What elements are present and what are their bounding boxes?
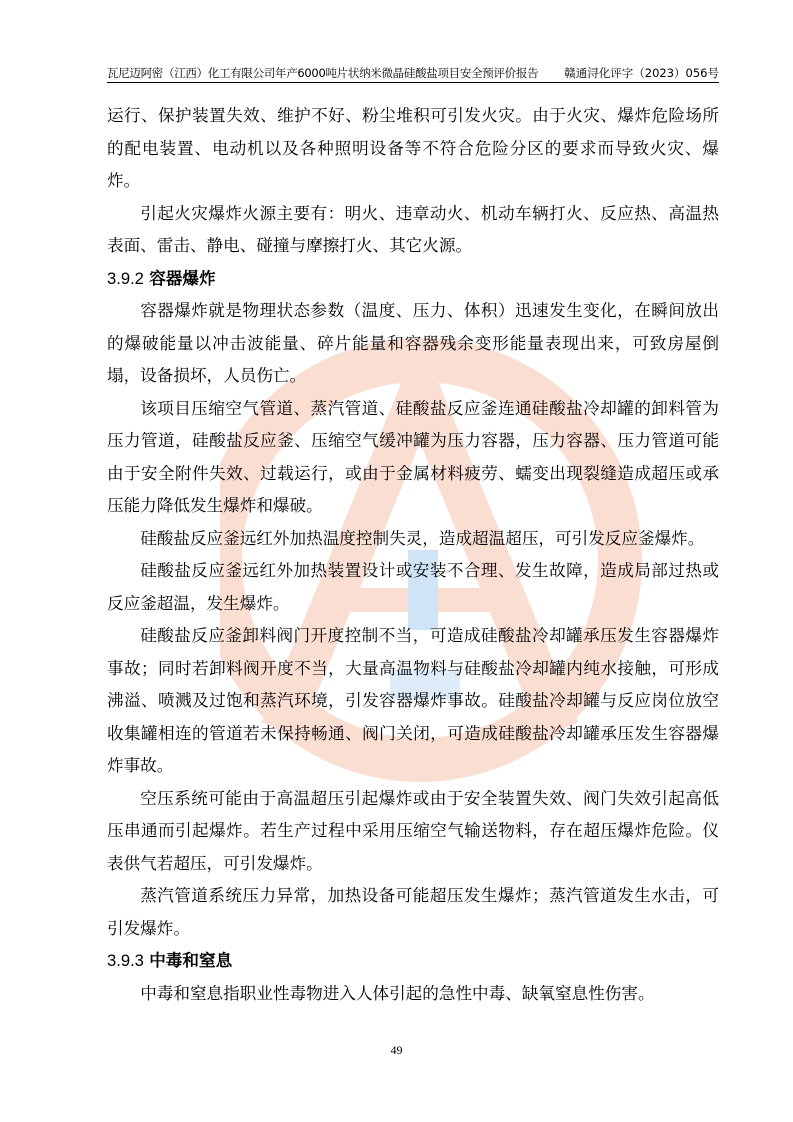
- section-number: 3.9.3: [107, 951, 144, 970]
- paragraph-ignition-sources: 引起火灾爆炸火源主要有：明火、违章动火、机动车辆打火、反应热、高温热表面、雷击、静电、碰撞与摩擦打火、其它火源。: [107, 203, 719, 255]
- paragraph-air-compressor: 空压系统可能由于高温超压引起爆炸或由于安全装置失效、阀门失效引起高低压串通而引起爆炸。若生产过程中采用压缩空气输送物料，存在超压爆炸危险。仪表供气若超压，可引发爆炸。: [107, 788, 719, 873]
- paragraph-fire-cause-cont: 运行、保护装置失效、维护不好、粉尘堆积可引发火灾。由于火灾、爆炸危险场所的配电装置、电动机以及各种照明设备等不符合危险分区的要求而导致火灾、爆炸。: [107, 106, 719, 190]
- paragraph-discharge-valve: 硅酸盐反应釜卸料阀门开度控制不当，可造成硅酸盐冷却罐承压发生容器爆炸事故；同时若卸料阀开度不当，大量高温物料与硅酸盐冷却罐内纯水接触，可形成沸溢、喷溅及过饱和蒸汽环境，引发容器爆炸事故。硅酸盐冷却罐与反应岗位放空收集罐相连的管道若未保持畅通、阀门关闭，可造成硅酸盐冷却罐承压发生容器爆炸事故。: [107, 626, 719, 775]
- page-number: 49: [390, 1043, 403, 1057]
- page-header: [107, 64, 719, 83]
- paragraph-vessel-explosion-definition: 容器爆炸就是物理状态参数（温度、压力、体积）迅速发生变化，在瞬间放出的爆破能量以冲击波能量、碎片能量和容器残余变形能量表现出来，可致房屋倒塌，设备损坏，人员伤亡。: [107, 301, 719, 385]
- paragraph-poisoning-definition: 中毒和窒息指职业性毒物进入人体引起的急性中毒、缺氧窒息性伤害。: [140, 983, 655, 1003]
- header-report-title: 瓦尼迈阿密（江西）化工有限公司年产6000吨片状纳米微晶硅酸盐项目安全预评价报告: [107, 66, 539, 80]
- section-title: 容器爆炸: [149, 268, 216, 288]
- header-report-number: 赣通浔化评字（2023）056号: [564, 66, 719, 80]
- section-heading-3-9-2: [107, 263, 719, 296]
- paragraph-heating-control: 硅酸盐反应釜远红外加热温度控制失灵，造成超温超压，可引发反应釜爆炸。: [140, 528, 705, 548]
- section-number: 3.9.2: [107, 268, 144, 288]
- paragraph-pressure-pipes: 该项目压缩空气管道、蒸汽管道、硅酸盐反应釜连通硅酸盐冷却罐的卸料管为压力管道，硅酸盐反应釜、压缩空气缓冲罐为压力容器，压力容器、压力管道可能由于安全附件失效、过载运行，或由于金属材料疲劳、蠕变出现裂缝造成超压或承压能力降低发生爆炸和爆破。: [107, 398, 719, 515]
- section-title: 中毒和窒息: [149, 951, 233, 970]
- paragraph-steam-pipes: 蒸汽管道系统压力异常，加热设备可能超压发生爆炸；蒸汽管道发生水击，可引发爆炸。: [107, 886, 719, 938]
- document-body: [107, 100, 719, 1010]
- paragraph-heating-device: 硅酸盐反应釜远红外加热装置设计或安装不合理、发生故障，造成局部过热或反应釜超温，发生爆炸。: [107, 561, 719, 613]
- section-heading-3-9-3: [107, 945, 719, 978]
